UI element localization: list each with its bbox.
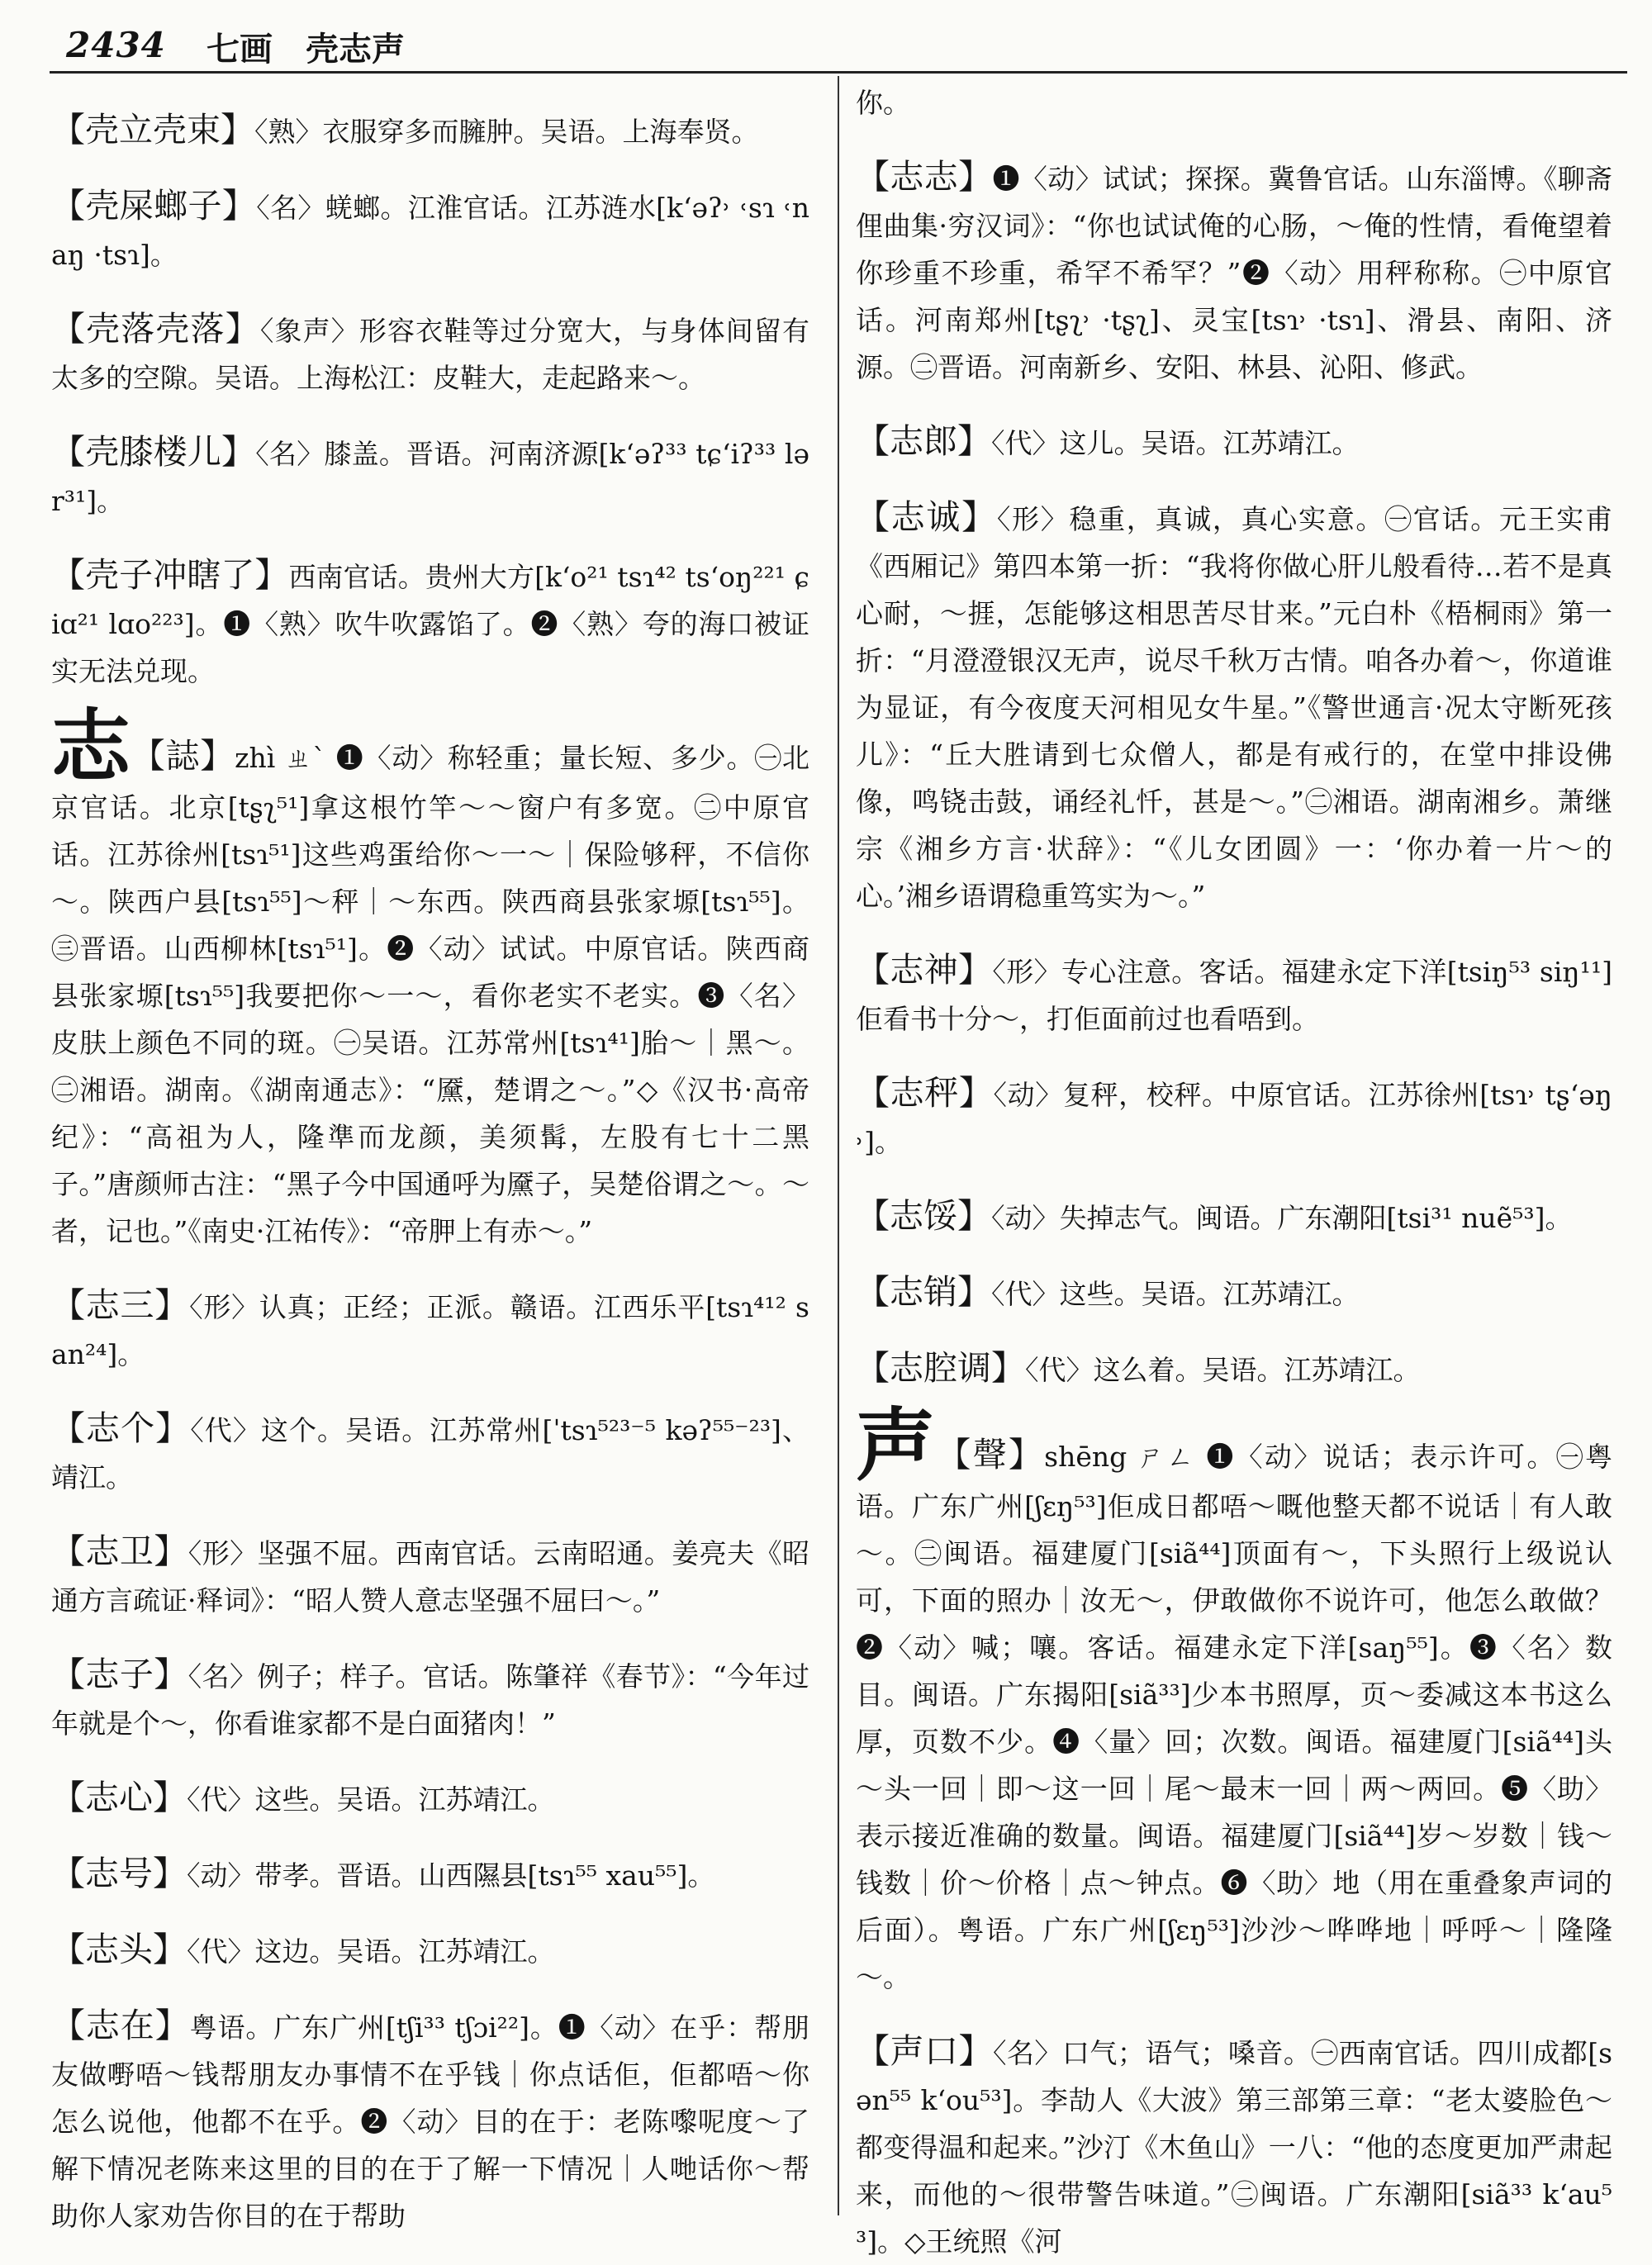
dictionary-entry (51, 1528, 809, 1624)
definition: zhì ㄓˋ ❶〈动〉称轻重；量长短、多少。㊀北京官话。北京[tʂʅ⁵¹]拿这根竹竿～～窗户有多宽。㊁中原官话。江苏徐州[tsɿ⁵¹]这些鸡蛋给你～一～｜保险够秤，不信你～。陕西户县[tsɿ⁵⁵]～秤｜～东西。陕西商县张家塬[tsɿ⁵⁵]。㊂晋语。山西柳林[tsɿ⁵¹]。❷〈动〉试试。中原官话。陕西商县张家塬[tsɿ⁵⁵]我要把你～一～，看你老实不老实。❸〈名〉皮肤上颜色不同的斑。㊀吴语。江苏常州[tsɿ⁴¹]胎～｜黑～。㊁湘语。湖南。《湖南通志》：“黡，楚谓之～。”◇《汉书·高帝纪》：“高祖为人，隆準而龙颜，美须髯，左股有七十二黑子。”唐颜师古注：“黑子今中国通呼为黡子，吴楚俗谓之～。～者，记也。”《南史·江祐传》：“帝胛上有赤～。” (51, 742, 809, 1247)
dictionary-entry (51, 2002, 809, 2239)
headword: 【壳膝楼儿】 (51, 432, 256, 472)
definition: 〈代〉这边。吴语。江苏靖江。 (187, 1935, 555, 1968)
headword: 【志诚】 (856, 497, 997, 537)
dictionary-entry (856, 2028, 1612, 2265)
definition: 〈代〉这儿。吴语。江苏靖江。 (991, 427, 1360, 459)
dictionary-entry (51, 429, 809, 525)
dictionary-entry (856, 1345, 1612, 1394)
definition: 〈动〉失掉志气。闽语。广东潮阳[tsi³¹ nuẽ⁵³]。 (991, 1202, 1573, 1234)
dictionary-entry (51, 107, 809, 155)
definition: 〈代〉这些。吴语。江苏靖江。 (187, 1783, 555, 1816)
dictionary-entry (856, 1269, 1612, 1318)
dictionary-entry (856, 418, 1612, 467)
headword: 【志志】 (856, 157, 993, 197)
dictionary-entry (51, 552, 809, 695)
headword: 【志头】 (51, 1930, 187, 1969)
dictionary-entry (856, 494, 1612, 919)
headword: 【志卫】 (51, 1531, 188, 1571)
headword: 【志神】 (856, 950, 993, 990)
definition: shēng ㄕㄥ ❶〈动〉说话；表示许可。㊀粤语。广东广州[ʃɛŋ⁵³]佢成日都唔～嘅他整天都不说话｜有人敢～。㊁闽语。福建厦门[siã⁴⁴]顶面有～，下头照行上级说认可，下面的照办｜汝无～，伊敢做你不说许可，他怎么敢做？❷〈动〉喊；嚷。客话。福建永定下洋[saŋ⁵⁵]。❸〈名〉数目。闽语。广东揭阳[siã³³]少本书照厚，页～委减这本书这么厚，页数不少。❹〈量〉回；次数。闽语。福建厦门[siã⁴⁴]头～头一回｜即～这一回｜尾～最末一回｜两～两回。❺〈助〉表示接近准确的数量。闽语。福建厦门[siã⁴⁴]岁～岁数｜钱～钱数｜价～价格｜点～钟点。❻〈助〉地（用在重叠象声词的后面）。粤语。广东广州[ʃɛŋ⁵³]沙沙～哗哗地｜呼呼～｜隆隆～。 (856, 1441, 1613, 1993)
dictionary-entry (51, 183, 809, 278)
main-character: 志 (51, 700, 131, 793)
definition: 西南官话。贵州大方[k‘o²¹ tsɿ⁴² ts‘oŋ²²¹ ɕiɑ²¹ lɑo²²³]。❶〈熟〉吹牛吹露馅了。❷〈熟〉夸的海口被证实无法兑现。 (51, 561, 809, 687)
dictionary-entry (856, 1070, 1612, 1166)
main-character: 声 (856, 1398, 938, 1492)
dictionary-entry (856, 154, 1612, 391)
definition: 〈形〉认真；正经；正派。赣语。江西乐平[tsɿ⁴¹² san²⁴]。 (51, 1291, 809, 1370)
definition: 粤语。广东广州[tʃi³³ tʃɔi²²]。❶〈动〉在乎：帮朋友做嘢唔～钱帮朋友办事情不在乎钱｜你点话佢，佢都唔～你怎么说他，他都不在乎。❷〈动〉目的在于：老陈嚟呢度～了解下情况老陈来这里的目的在于了解一下情况｜人哋话你～帮助你人家劝告你目的在于帮助 (51, 2011, 810, 2232)
headword: 【壳子冲瞎了】 (51, 555, 289, 595)
headword: 【志在】 (51, 2006, 190, 2045)
definition: 〈名〉例子；样子。官话。陈肇祥《春节》：“今年过年就是个～，你看谁家都不是白面猪肉！” (51, 1660, 810, 1740)
headword: 【志腔调】 (856, 1348, 1025, 1388)
traditional-form: 【誌】 (131, 736, 235, 776)
definition: 〈形〉坚强不屈。西南官话。云南昭通。姜亮夫《昭通方言疏证·释词》：“昭人赞人意志坚强不屈曰～。” (51, 1537, 810, 1617)
headword: 【志心】 (51, 1778, 187, 1817)
headword: 【壳屎螂子】 (51, 186, 257, 226)
definition: 〈名〉膝盖。晋语。河南济源[k‘əʔ³³ tɕ‘iʔ³³ lər³¹]。 (51, 438, 810, 517)
headword: 【壳立壳束】 (51, 110, 254, 150)
headword: 【壳落壳落】 (51, 309, 260, 349)
dictionary-entry (51, 1926, 809, 1975)
definition: 〈名〉口气；语气；嗓音。㊀西南官话。四川成都[sən⁵⁵ k‘ou⁵³]。李劼人《大波》第三部第三章：“老太婆脸色～都变得温和起来。”沙汀《木鱼山》一八：“他的态度更加严肃起来，而他的～很带警告味道。”㊁闽语。广东潮阳[siã³³ k‘au⁵³]。◇王统照《河 (856, 2037, 1612, 2258)
definition: 〈代〉这么着。吴语。江苏靖江。 (1025, 1354, 1421, 1386)
page-header (50, 18, 1627, 69)
running-head: 七画 壳志声 (206, 30, 405, 69)
definition: 〈动〉带孝。晋语。山西隰县[tsɿ⁵⁵ xau⁵⁵]。 (187, 1859, 715, 1892)
page-number: 2434 (66, 25, 166, 65)
left-column (51, 79, 810, 2232)
headword: 【志馁】 (856, 1196, 991, 1236)
dictionary-entry (51, 1282, 809, 1378)
definition: 〈名〉蜣螂。江淮官话。江苏涟水[k‘əʔ˒ ˓sɿ ˓naŋ ·tsɿ]。 (51, 192, 810, 271)
headword: 【志郎】 (856, 421, 991, 461)
header-rule (50, 71, 1627, 74)
headword: 【志个】 (51, 1408, 191, 1448)
dictionary-entry (856, 1193, 1612, 1242)
dictionary-entry (51, 1405, 809, 1501)
dictionary-entry (856, 947, 1612, 1042)
dictionary-entry (51, 1774, 809, 1823)
headword: 【志号】 (51, 1854, 187, 1893)
right-column (856, 79, 1613, 2258)
headword: 【志销】 (856, 1272, 991, 1312)
dictionary-entry (51, 1850, 809, 1899)
definition: 〈形〉稳重，真诚，真心实意。㊀官话。元王实甫《西厢记》第四本第一折：“我将你做心肝儿般看待…若不是真心耐，～捱，怎能够这相思苦尽甘来。”元白朴《梧桐雨》第一折：“月澄澄银汉无声，说尽千秋万古情。咱各办着～，你道谁为显证，有今夜度天河相见女牛星。”《警世通言·况太守断死孩儿》：“丘大胜请到七众僧人，都是有戒行的，在堂中排设佛像，鸣铙击鼓，诵经礼忏，甚是～。”㊁湘语。湖南湘乡。萧继宗《湘乡方言·状辞》：“《儿女团圆》一：‘你办着一片～的心。’湘乡语谓稳重笃实为～。” (856, 503, 1613, 912)
traditional-form: 【聲】 (937, 1435, 1045, 1474)
definition: 〈代〉这些。吴语。江苏靖江。 (991, 1278, 1360, 1310)
headword: 【志子】 (51, 1655, 188, 1694)
headword: 【志三】 (51, 1285, 190, 1325)
headword: 【声口】 (856, 2031, 993, 2071)
definition: 〈熟〉衣服穿多而臃肿。吴语。上海奉贤。 (254, 116, 759, 148)
headword: 【志秤】 (856, 1073, 994, 1113)
definition: ❶〈动〉试试；探探。冀鲁官话。山东淄博。《聊斋俚曲集·穷汉词》：“你也试试俺的心肠，～俺的性情，看俺望着你珍重不珍重，希罕不希罕？”❷〈动〉用秤称称。㊀中原官话。河南郑州[tʂʅ˒ ·tʂʅ]、灵宝[tsɿ˒ ·tsɿ]、滑县、南阳、济源。㊁晋语。河南新乡、安阳、林县、沁阳、修武。 (856, 163, 1613, 383)
definition: 〈动〉复秤，校秤。中原官话。江苏徐州[tsɿ˒ tʂ‘əŋ˒]。 (856, 1079, 1613, 1158)
main-character-entry (51, 700, 809, 1255)
definition: 〈象声〉形容衣鞋等过分宽大，与身体间留有太多的空隙。吴语。上海松江：皮鞋大，走起路来～。 (51, 315, 810, 394)
dictionary-entry (51, 1651, 809, 1747)
definition: 〈代〉这个。吴语。江苏常州[ˈtsɿ⁵²³⁻⁵ kəʔ⁵⁵⁻²³]、靖江。 (51, 1414, 809, 1493)
dictionary-entry (51, 306, 809, 401)
definition: 〈形〉专心注意。客话。福建永定下洋[tsiŋ⁵³ siŋ¹¹]佢看书十分～，打佢面前过也看唔到。 (856, 956, 1613, 1035)
main-character-entry (856, 1398, 1613, 2001)
continued-text: 你。 (856, 87, 910, 119)
column-divider (838, 76, 839, 2215)
